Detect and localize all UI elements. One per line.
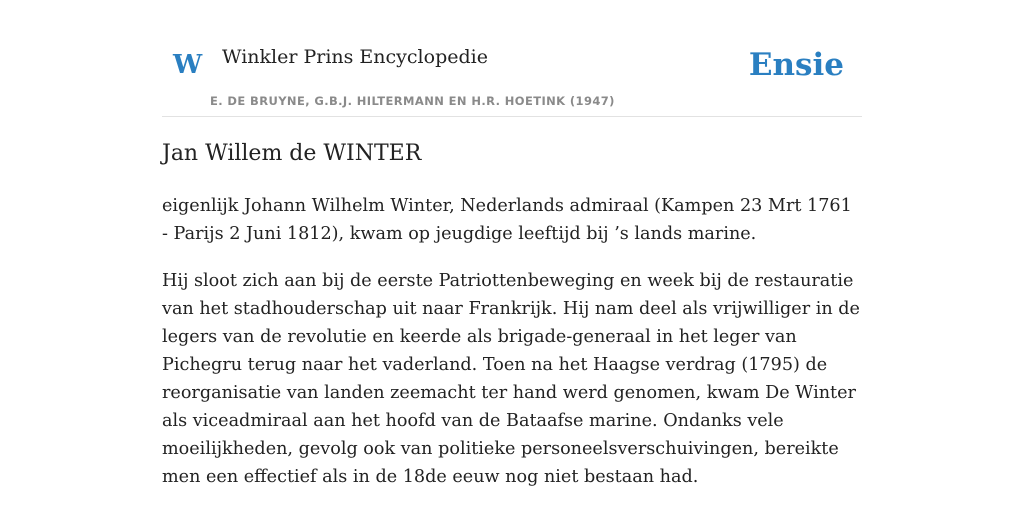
page-content [162,0,862,487]
ensie-logo[interactable]: Ensie [748,47,844,83]
source-header [162,0,862,117]
article-paragraph: Hij sloot zich aan bij de eerste Patriottenbeweging en week bij de restauratie van het stadhouderschap uit naar Frankrijk. Hij nam deel als vrijwilliger in de legers van de revolutie en keerde als brigade-generaal in het leger van Pichegru terug naar het vaderland. Toen na het Haagse verdrag (1795) de reorganisatie van landen zeemacht ter hand werd genomen, kwam De Winter als viceadmiraal aan het hoofd van de Bataafse marine. Ondanks vele moeilijkheden, gevolg ook van politieke personeelsverschuivingen, bereikte men een effectief als in de 18de eeuw nog niet bestaan had. [162,271,860,487]
winkler-prins-logo[interactable]: W [173,50,203,80]
article-title: Jan Willem de WINTER [162,141,422,166]
source-title[interactable]: Winkler Prins Encyclopedie [222,46,488,68]
source-authors: E. DE BRUYNE, G.B.J. HILTERMANN EN H.R. HOETINK (1947) [210,94,615,108]
article-paragraph: eigenlijk Johann Wilhelm Winter, Nederlands admiraal (Kampen 23 Mrt 1761 - Parijs 2 Juni 1812), kwam op jeugdige leeftijd bij ’s lands marine. [162,196,852,244]
